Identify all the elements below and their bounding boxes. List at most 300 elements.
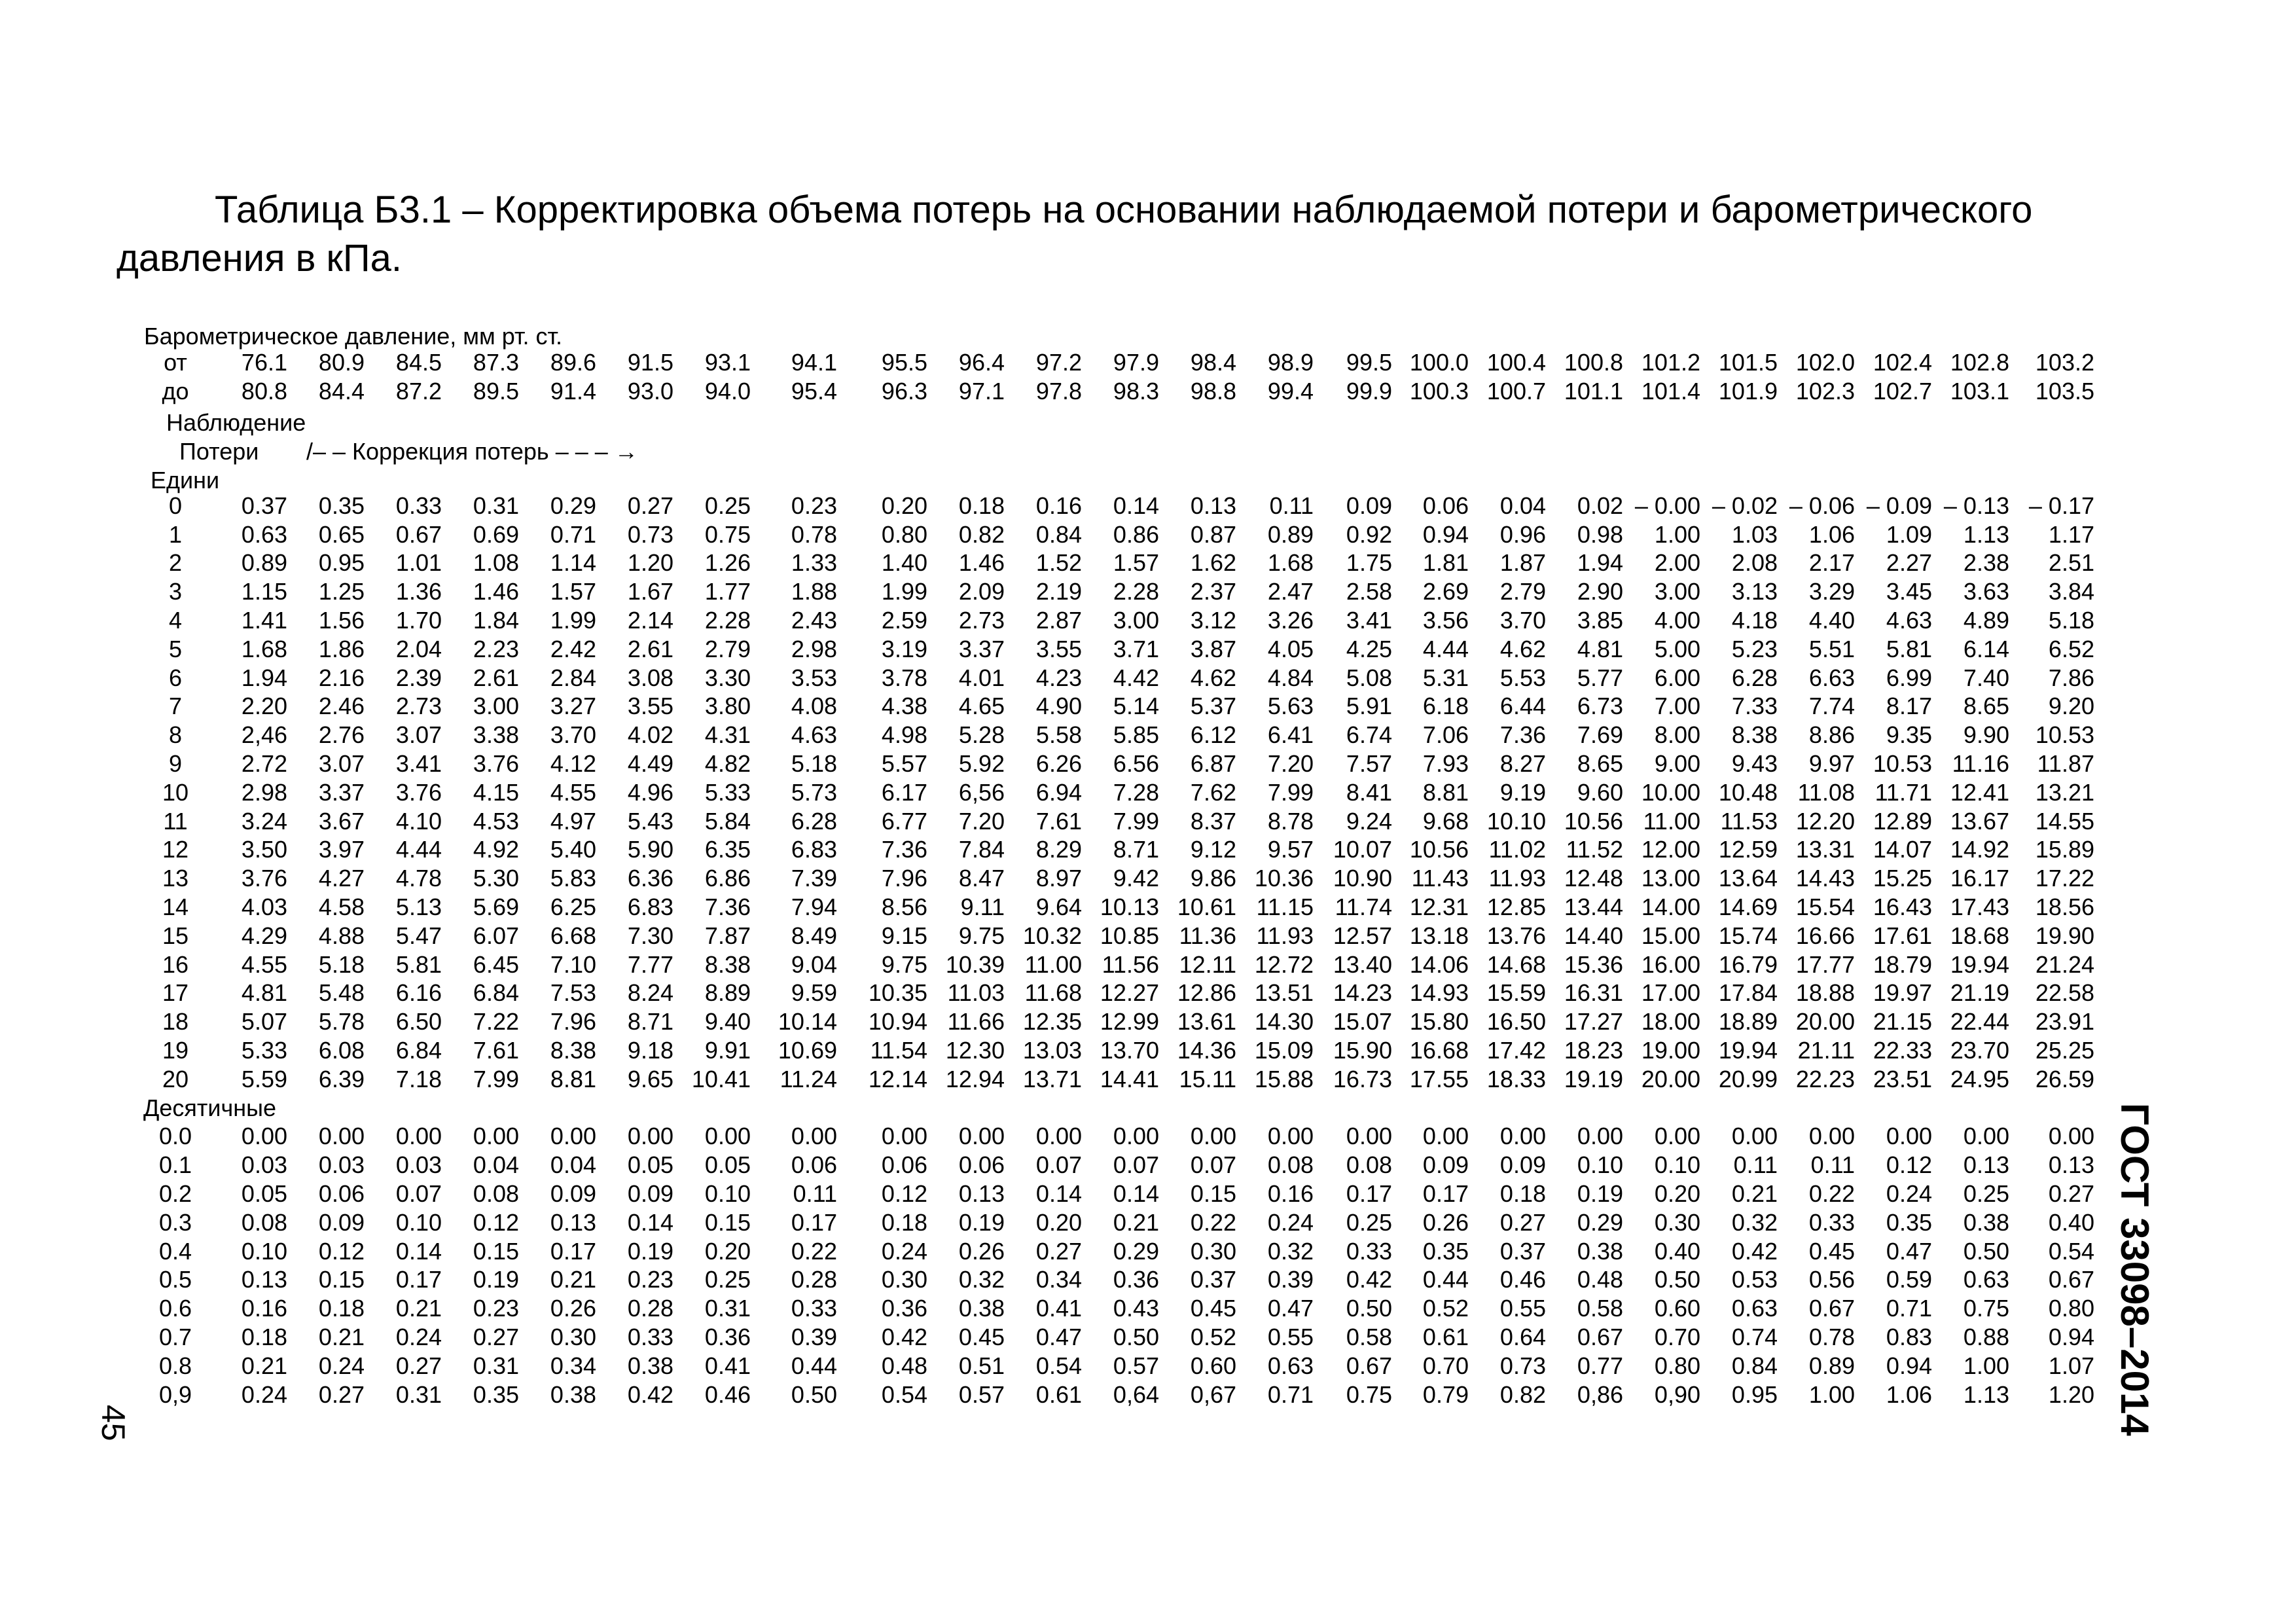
empty-cell <box>1469 463 1546 492</box>
value-cell: 0.17 <box>1346 1180 1392 1207</box>
empty-cell <box>1159 434 1236 463</box>
value-cell: 11.43 <box>1411 865 1469 892</box>
decimals-header-row <box>135 1094 2094 1123</box>
value-cell: 6.45 <box>473 950 519 978</box>
value-cell: 12.85 <box>1486 893 1546 921</box>
value-cell: 1.40 <box>881 549 927 577</box>
empty-cell <box>1778 406 1855 435</box>
row-label: 0.4 <box>158 1237 192 1265</box>
value-cell: 0.33 <box>395 492 442 519</box>
value-cell: 18.23 <box>1564 1037 1623 1064</box>
pressure-from-cell: 98.4 <box>1190 348 1236 376</box>
value-cell: 0.27 <box>1035 1237 1082 1265</box>
row-label: 14 <box>162 893 189 921</box>
value-cell: 4.18 <box>1731 607 1778 634</box>
value-cell: 13.76 <box>1486 922 1546 949</box>
value-cell: 7.10 <box>550 950 596 978</box>
value-cell: 0.11 <box>1733 1151 1778 1179</box>
value-cell: 13.44 <box>1564 893 1623 921</box>
value-cell: 9.68 <box>1422 807 1469 835</box>
value-cell: 1.99 <box>550 607 596 634</box>
value-cell: 15.88 <box>1254 1065 1314 1092</box>
units-row <box>135 807 2094 836</box>
pressure-to-cell: 84.4 <box>318 377 365 405</box>
row-label: 19 <box>162 1037 189 1064</box>
empty-cell <box>1082 463 1159 492</box>
value-cell: 9.90 <box>1963 721 2009 749</box>
empty-cell <box>1236 434 1314 463</box>
pressure-from-cell: 89.6 <box>550 348 596 376</box>
empty-cell <box>673 406 751 435</box>
value-cell: 8.38 <box>704 950 751 978</box>
value-cell: 8.86 <box>1808 721 1855 749</box>
pressure-from-row <box>135 348 2094 377</box>
empty-cell <box>2009 406 2094 435</box>
value-cell: 9.42 <box>1113 865 1159 892</box>
pressure-from-cell: 84.5 <box>395 348 442 376</box>
value-cell: 1.56 <box>318 607 365 634</box>
empty-cell <box>1392 434 1469 463</box>
pressure-to-cell: 99.9 <box>1346 377 1392 405</box>
value-cell: 3.70 <box>550 721 596 749</box>
empty-cell <box>837 434 927 463</box>
value-cell: 0.50 <box>791 1380 837 1408</box>
value-cell: 13.03 <box>1022 1037 1082 1064</box>
value-cell: 5.28 <box>958 721 1005 749</box>
pressure-to-cell: 87.2 <box>395 377 442 405</box>
empty-cell <box>1314 463 1392 492</box>
value-cell: 18.89 <box>1718 1008 1778 1036</box>
value-cell: 0.21 <box>318 1323 365 1350</box>
value-cell: 15.09 <box>1254 1037 1314 1064</box>
value-cell: 0.14 <box>1113 492 1159 519</box>
value-cell: 14.55 <box>2035 807 2094 835</box>
value-cell: 4.08 <box>791 693 837 720</box>
value-cell: 4.00 <box>1654 607 1700 634</box>
value-cell: 17.77 <box>1795 950 1855 978</box>
value-cell: 13.31 <box>1795 836 1855 863</box>
value-cell: 1.20 <box>627 549 673 577</box>
value-cell: 0.28 <box>627 1295 673 1322</box>
value-cell: 0.00 <box>1267 1123 1314 1150</box>
value-cell: 1.36 <box>395 578 442 605</box>
value-cell: 4.27 <box>318 865 365 892</box>
value-cell: 0.60 <box>1654 1295 1700 1322</box>
value-cell: 0.12 <box>1886 1151 1932 1179</box>
value-cell: 0.27 <box>318 1380 365 1408</box>
value-cell: 0.00 <box>704 1123 751 1150</box>
value-cell: 0.32 <box>1731 1208 1778 1236</box>
value-cell: 3.55 <box>1035 635 1082 662</box>
row-label: 16 <box>162 950 189 978</box>
pressure-to-row <box>135 377 2094 406</box>
value-cell: 9.12 <box>1190 836 1236 863</box>
value-cell: 19.97 <box>1873 979 1932 1007</box>
units-row <box>135 836 2094 865</box>
value-cell: 1.00 <box>1808 1380 1855 1408</box>
value-cell: 6.14 <box>1963 635 2009 662</box>
units-row <box>135 864 2094 893</box>
value-cell: 0.06 <box>1422 492 1469 519</box>
value-cell: 8.24 <box>627 979 673 1007</box>
value-cell: 22.33 <box>1873 1037 1932 1064</box>
value-cell: 10.56 <box>1409 836 1469 863</box>
value-cell: 1.99 <box>881 578 927 605</box>
value-cell: 4.89 <box>1963 607 2009 634</box>
value-cell: 0.18 <box>1499 1180 1546 1207</box>
value-cell: 14.00 <box>1641 893 1700 921</box>
value-cell: 12.27 <box>1100 979 1159 1007</box>
value-cell: 12.99 <box>1100 1008 1159 1036</box>
units-row <box>135 1065 2094 1094</box>
pressure-from-cell: 101.2 <box>1641 348 1700 376</box>
value-cell: 8.89 <box>704 979 751 1007</box>
empty-cell <box>287 406 365 435</box>
pressure-from-cell: 100.4 <box>1486 348 1546 376</box>
value-cell: 0.60 <box>1190 1352 1236 1379</box>
value-cell: 0.13 <box>241 1266 287 1293</box>
value-cell: 1.86 <box>318 635 365 662</box>
value-cell: 0.40 <box>2048 1208 2094 1236</box>
value-cell: 1.33 <box>791 549 837 577</box>
value-cell: 0.35 <box>318 492 365 519</box>
value-cell: 14.93 <box>1409 979 1469 1007</box>
empty-cell <box>1778 463 1855 492</box>
value-cell: 3.08 <box>627 664 673 691</box>
value-cell: 0.92 <box>1346 520 1392 548</box>
value-cell: 3.97 <box>318 836 365 863</box>
value-cell: 4.97 <box>550 807 596 835</box>
value-cell: 0.54 <box>2048 1237 2094 1265</box>
empty-cell <box>215 434 287 463</box>
value-cell: 0.10 <box>241 1237 287 1265</box>
value-cell: 0.24 <box>1886 1180 1932 1207</box>
value-cell: 12.35 <box>1022 1008 1082 1036</box>
decimals-label: Десятичные <box>143 1094 277 1121</box>
value-cell: 0.50 <box>1346 1295 1392 1322</box>
value-cell: 9.04 <box>791 950 837 978</box>
value-cell: 1.62 <box>1190 549 1236 577</box>
value-cell: 7.36 <box>881 836 927 863</box>
value-cell: 1.00 <box>1654 520 1700 548</box>
value-cell: 1.81 <box>1422 549 1469 577</box>
value-cell: 20.00 <box>1795 1008 1855 1036</box>
empty-cell <box>1700 406 1778 435</box>
value-cell: 7.61 <box>473 1037 519 1064</box>
value-cell: 17.22 <box>2035 865 2094 892</box>
value-cell: 5.83 <box>550 865 596 892</box>
value-cell: 15.90 <box>1333 1037 1392 1064</box>
value-cell: 5.37 <box>1190 693 1236 720</box>
row-label: 11 <box>163 807 188 835</box>
value-cell: 0.30 <box>1190 1237 1236 1265</box>
pressure-to-cell: 103.1 <box>1950 377 2009 405</box>
value-cell: 0.39 <box>1267 1266 1314 1293</box>
value-cell: 10.13 <box>1100 893 1159 921</box>
value-cell: 5.00 <box>1654 635 1700 662</box>
value-cell: 0.21 <box>550 1266 596 1293</box>
value-cell: 0.00 <box>473 1123 519 1150</box>
value-cell: 5.47 <box>395 922 442 949</box>
value-cell: 12.41 <box>1950 778 2009 806</box>
value-cell: 10.48 <box>1718 778 1778 806</box>
empty-cell <box>1932 463 2009 492</box>
value-cell: 12.11 <box>1179 950 1236 978</box>
value-cell: 0.38 <box>550 1380 596 1408</box>
pressure-from-cell: 93.1 <box>704 348 751 376</box>
units-row <box>135 922 2094 950</box>
value-cell: 13.00 <box>1641 865 1700 892</box>
row-label: 6 <box>168 664 183 691</box>
value-cell: 0.25 <box>1963 1180 2009 1207</box>
value-cell: 0.95 <box>1731 1380 1778 1408</box>
value-cell: 1.25 <box>318 578 365 605</box>
value-cell: 21.24 <box>2035 950 2094 978</box>
value-cell: 0.80 <box>2048 1295 2094 1322</box>
value-cell: 14.36 <box>1177 1037 1236 1064</box>
value-cell: 0.78 <box>791 520 837 548</box>
value-cell: 0.21 <box>1731 1180 1778 1207</box>
value-cell: 2.98 <box>241 778 287 806</box>
value-cell: 0.18 <box>318 1295 365 1322</box>
value-cell: 10.32 <box>1022 922 1082 949</box>
value-cell: 0.05 <box>704 1151 751 1179</box>
value-cell: 9.75 <box>881 950 927 978</box>
value-cell: 3.87 <box>1190 635 1236 662</box>
header-spacer-row <box>135 406 2094 435</box>
empty-cell <box>1082 434 1159 463</box>
value-cell: 0.19 <box>627 1237 673 1265</box>
empty-cell <box>837 406 927 435</box>
row-label: 0.6 <box>158 1295 192 1322</box>
value-cell: 9.86 <box>1190 865 1236 892</box>
value-cell: 15.25 <box>1873 865 1932 892</box>
empty-cell <box>1855 406 1932 435</box>
empty-cell <box>287 434 365 463</box>
value-cell: 4.03 <box>241 893 287 921</box>
value-cell: 0.79 <box>1422 1380 1469 1408</box>
value-cell: 0,90 <box>1654 1380 1700 1408</box>
value-cell: 4.42 <box>1113 664 1159 691</box>
value-cell: 8.71 <box>1113 836 1159 863</box>
value-cell: 0.14 <box>1113 1180 1159 1207</box>
value-cell: 5.33 <box>241 1037 287 1064</box>
value-cell: 0.86 <box>1113 520 1159 548</box>
value-cell: 16.73 <box>1333 1065 1392 1092</box>
value-cell: 3.67 <box>318 807 365 835</box>
value-cell: 3.41 <box>1346 607 1392 634</box>
value-cell: 5.51 <box>1808 635 1855 662</box>
value-cell: 2.46 <box>318 693 365 720</box>
value-cell: 0.63 <box>241 520 287 548</box>
value-cell: 4.81 <box>241 979 287 1007</box>
value-cell: 0.04 <box>1499 492 1546 519</box>
value-cell: 0.40 <box>1654 1237 1700 1265</box>
empty-cell <box>927 406 1005 435</box>
value-cell: 8.47 <box>958 865 1005 892</box>
value-cell: 16.66 <box>1795 922 1855 949</box>
value-cell: 16.79 <box>1718 950 1778 978</box>
value-cell: 0.29 <box>550 492 596 519</box>
value-cell: 0.37 <box>1190 1266 1236 1293</box>
value-cell: 4.29 <box>241 922 287 949</box>
value-cell: 7.36 <box>1499 721 1546 749</box>
value-cell: 7.18 <box>395 1065 442 1092</box>
value-cell: 0.07 <box>1190 1151 1236 1179</box>
empty-cell <box>1546 406 1623 435</box>
value-cell: 0.10 <box>395 1208 442 1236</box>
value-cell: 0.24 <box>241 1380 287 1408</box>
value-cell: – 0.02 <box>1712 492 1778 519</box>
pressure-from-cell: 97.9 <box>1113 348 1159 376</box>
units-row <box>135 893 2094 922</box>
value-cell: 10.39 <box>945 950 1005 978</box>
value-cell: 17.61 <box>1873 922 1932 949</box>
value-cell: 4.63 <box>1886 607 1932 634</box>
value-cell: 10.14 <box>778 1008 837 1036</box>
empty-cell <box>1005 434 1082 463</box>
value-cell: 0.24 <box>318 1352 365 1379</box>
value-cell: 1.94 <box>241 664 287 691</box>
value-cell: 0.29 <box>1113 1237 1159 1265</box>
value-cell: 9.65 <box>627 1065 673 1092</box>
value-cell: 0.64 <box>1499 1323 1546 1350</box>
value-cell: 2.61 <box>473 664 519 691</box>
header-spacer-row <box>135 434 2094 463</box>
value-cell: 0.63 <box>1963 1266 2009 1293</box>
value-cell: 5.92 <box>958 750 1005 778</box>
value-cell: 8.97 <box>1035 865 1082 892</box>
value-cell: 1.52 <box>1035 549 1082 577</box>
value-cell: 17.84 <box>1718 979 1778 1007</box>
value-cell: 6.08 <box>318 1037 365 1064</box>
empty-cell <box>1623 406 1700 435</box>
value-cell: 19.19 <box>1564 1065 1623 1092</box>
units-row <box>135 664 2094 693</box>
row-label: 0.5 <box>158 1266 192 1293</box>
value-cell: 15.36 <box>1564 950 1623 978</box>
value-cell: 5.07 <box>241 1008 287 1036</box>
value-cell: 6,56 <box>958 778 1005 806</box>
value-cell: 6.07 <box>473 922 519 949</box>
value-cell: 0.94 <box>2048 1323 2094 1350</box>
units-row <box>135 749 2094 778</box>
value-cell: 8.81 <box>1422 778 1469 806</box>
value-cell: 5.73 <box>791 778 837 806</box>
value-cell: 15.59 <box>1486 979 1546 1007</box>
value-cell: 13.67 <box>1950 807 2009 835</box>
value-cell: 10.41 <box>691 1065 751 1092</box>
units-row <box>135 606 2094 635</box>
empty-cell <box>365 406 442 435</box>
value-cell: 0.14 <box>627 1208 673 1236</box>
value-cell: 4.82 <box>704 750 751 778</box>
value-cell: 11.16 <box>1952 750 2009 778</box>
value-cell: 19.94 <box>1950 950 2009 978</box>
value-cell: 0.14 <box>1035 1180 1082 1207</box>
value-cell: 7.61 <box>1035 807 1082 835</box>
value-cell: 9.43 <box>1731 750 1778 778</box>
value-cell: 9.64 <box>1035 893 1082 921</box>
row-label <box>135 434 215 463</box>
value-cell: 7.28 <box>1113 778 1159 806</box>
value-cell: 0.04 <box>473 1151 519 1179</box>
value-cell: 2.79 <box>704 635 751 662</box>
value-cell: 0.00 <box>1499 1123 1546 1150</box>
value-cell: 6.25 <box>550 893 596 921</box>
value-cell: 0.38 <box>627 1352 673 1379</box>
empty-cell <box>519 434 596 463</box>
units-row <box>135 635 2094 664</box>
value-cell: 14.69 <box>1718 893 1778 921</box>
empty-cell <box>1546 463 1623 492</box>
value-cell: 6.16 <box>395 979 442 1007</box>
value-cell: 0.15 <box>704 1208 751 1236</box>
value-cell: 5.53 <box>1499 664 1546 691</box>
empty-cell <box>1159 406 1236 435</box>
value-cell: 0.36 <box>704 1323 751 1350</box>
value-cell: 0.69 <box>473 520 519 548</box>
row-label: 8 <box>168 721 183 749</box>
value-cell: 6.52 <box>2048 635 2094 662</box>
value-cell: 0.78 <box>1808 1323 1855 1350</box>
value-cell: 0.00 <box>1731 1123 1778 1150</box>
value-cell: 3.19 <box>881 635 927 662</box>
value-cell: 11.56 <box>1102 950 1159 978</box>
value-cell: 0.94 <box>1422 520 1469 548</box>
value-cell: 2.69 <box>1422 578 1469 605</box>
value-cell: 3.63 <box>1963 578 2009 605</box>
value-cell: 0.12 <box>881 1180 927 1207</box>
value-cell: 2.58 <box>1346 578 1392 605</box>
row-label: 20 <box>162 1065 189 1092</box>
empty-cell <box>837 463 927 492</box>
value-cell: 0.47 <box>1035 1323 1082 1350</box>
value-cell: 1.57 <box>550 578 596 605</box>
value-cell: 20.99 <box>1718 1065 1778 1092</box>
value-cell: 2.00 <box>1654 549 1700 577</box>
value-cell: 6.73 <box>1577 693 1623 720</box>
units-row <box>135 520 2094 549</box>
empty-cell <box>927 463 1005 492</box>
value-cell: 6.28 <box>791 807 837 835</box>
units-label: Едини <box>151 467 220 494</box>
empty-cell <box>365 463 442 492</box>
value-cell: 12.48 <box>1564 865 1623 892</box>
value-cell: 0.44 <box>1422 1266 1469 1293</box>
value-cell: 11.71 <box>1874 778 1932 806</box>
row-label: 9 <box>168 750 183 778</box>
value-cell: 18.88 <box>1795 979 1855 1007</box>
value-cell: 0.03 <box>318 1151 365 1179</box>
value-cell: 0.00 <box>1654 1123 1700 1150</box>
value-cell: 0.10 <box>1577 1151 1623 1179</box>
table-caption: Корректировка объема потерь на основании наблюдаемой потери и барометрического давления в кПа. <box>117 189 2033 280</box>
value-cell: 2.72 <box>241 750 287 778</box>
value-cell: 0.06 <box>791 1151 837 1179</box>
value-cell: 0.16 <box>241 1295 287 1322</box>
value-cell: 9.75 <box>958 922 1005 949</box>
value-cell: 2.90 <box>1577 578 1623 605</box>
value-cell: 22.44 <box>1950 1008 2009 1036</box>
value-cell: 9.91 <box>704 1037 751 1064</box>
value-cell: 9.59 <box>791 979 837 1007</box>
units-row <box>135 693 2094 721</box>
value-cell: 9.40 <box>704 1008 751 1036</box>
pressure-from-cell: 101.5 <box>1718 348 1778 376</box>
empty-cell <box>1314 406 1392 435</box>
value-cell: 0.18 <box>881 1208 927 1236</box>
